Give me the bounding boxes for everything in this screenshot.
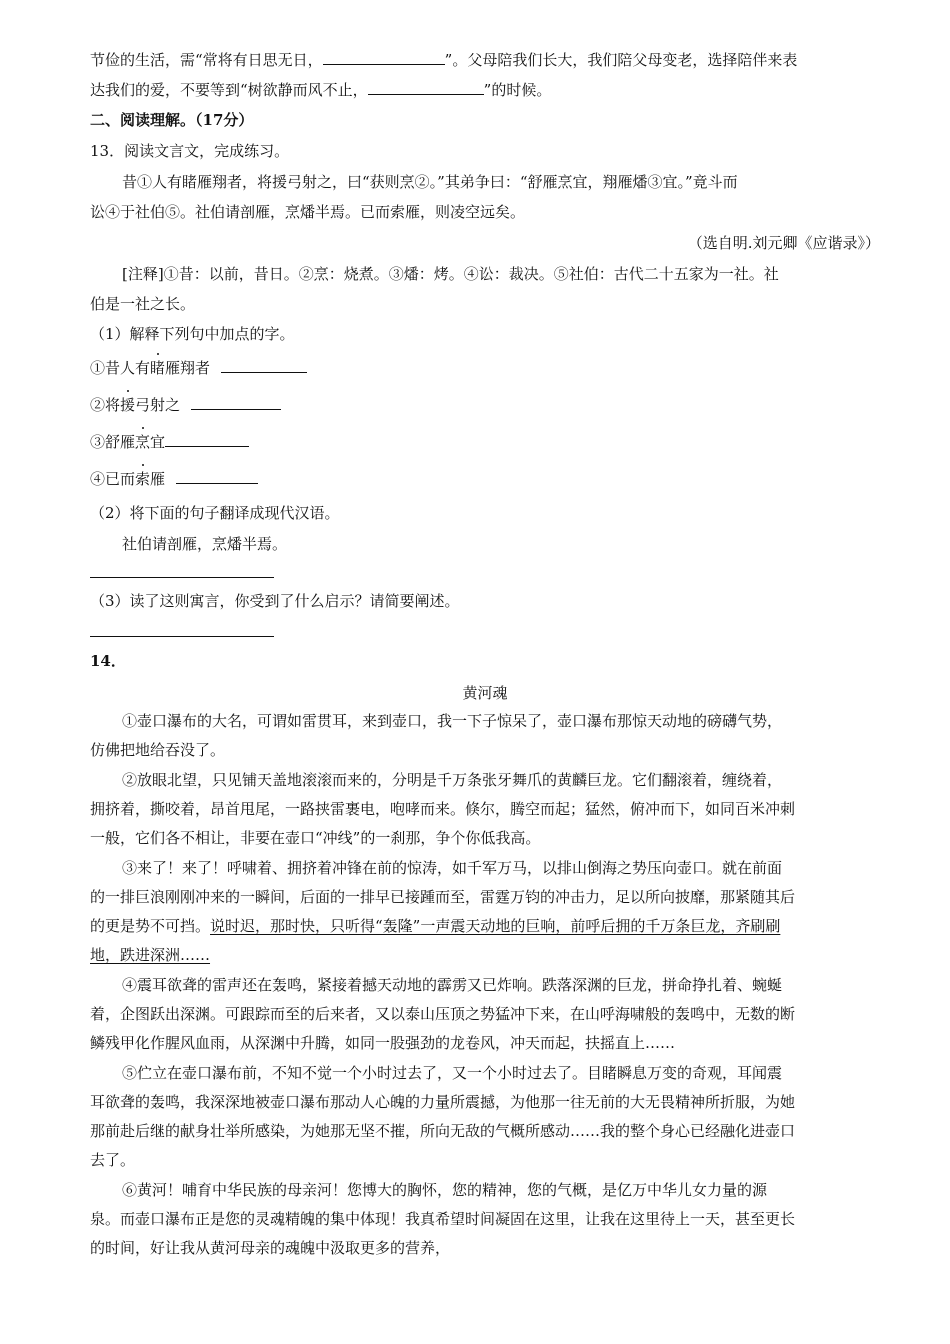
paragraph-line: 去了。: [90, 1151, 136, 1169]
vocab-item-1: [90, 358, 307, 378]
text: ②将: [90, 396, 121, 414]
paragraph-line: 泉。而壶口瀑布正是您的灵魂精魄的集中体现！我真希望时间凝固在这里，让我在这里待上一天，甚至更长: [90, 1210, 796, 1228]
vocab-item-2: [90, 395, 281, 415]
classical-passage-line: 昔①人有睹雁翔者，将援弓射之，曰“获则烹②。”其弟争曰：“舒雁烹宜，翔雁燔③宜。”竟斗而: [122, 173, 738, 191]
underlined-sentence: 地，跌进深洲……: [90, 946, 211, 964]
answer-blank[interactable]: [221, 358, 307, 373]
text: 宜: [150, 433, 166, 451]
text: ”。父母陪我们长大，我们陪父母变老，选择陪伴来表: [444, 51, 798, 69]
sub-question-3: （3）读了这则寓言，你受到了什么启示？请简要阐述。: [90, 592, 460, 610]
paragraph-line: ④震耳欲聋的雷声还在轰鸣，紧接着撼天动地的霹雳又已炸响。跌落深渊的巨龙，拼命挣扎着、蜿蜒: [122, 976, 783, 994]
text: ④已而: [90, 470, 136, 488]
paragraph-line: ②放眼北望，只见铺天盖地滚滚而来的，分明是千万条张牙舞爪的黄麟巨龙。它们翻滚着，缠绕着，: [122, 771, 783, 789]
translation-sentence: 社伯请剖雁，烹燔半焉。: [122, 535, 288, 553]
annotation-line: 伯是一社之长。: [90, 295, 196, 313]
text: ③舒雁: [90, 433, 136, 451]
text: 雁翔者: [165, 359, 211, 377]
paragraph-line: ③来了！来了！呼啸着、拥挤着冲锋在前的惊涛，如千军万马，以排山倒海之势压向壶口。就在前面: [122, 859, 783, 877]
text: 雁: [150, 470, 166, 488]
underlined-sentence: 说时迟，那时快，只听得“轰隆”一声震天动地的巨响，前呼后拥的千万条巨龙，齐刷刷: [210, 917, 781, 935]
paragraph-line: 的时间，好让我从黄河母亲的魂魄中汲取更多的营养，: [90, 1239, 451, 1257]
paragraph-line: ①壶口瀑布的大名，可谓如雷贯耳，来到壶口，我一下子惊呆了，壶口瀑布那惊天动地的磅礴气势，: [122, 712, 783, 730]
text: ”的时候。: [483, 81, 552, 99]
sub-question-2: （2）将下面的句子翻译成现代汉语。: [90, 504, 340, 522]
question-14-number: 14．: [90, 652, 126, 670]
passage-source: （选自明.刘元卿《应谐录》）: [687, 234, 880, 252]
answer-line[interactable]: [90, 577, 274, 578]
text: 弓射之: [135, 396, 181, 414]
answer-blank[interactable]: [165, 432, 249, 447]
paragraph-line: ⑤伫立在壶口瀑布前，不知不觉一个小时过去了，又一个小时过去了。目睹瞬息万变的奇观，耳闻震: [122, 1064, 783, 1082]
paragraph-line: 一般，它们各不相让，非要在壶口“冲线”的一刹那，争个你低我高。: [90, 829, 541, 847]
text: 的更是势不可挡。: [90, 917, 211, 935]
answer-blank[interactable]: [191, 395, 281, 410]
answer-blank[interactable]: [368, 80, 484, 95]
paragraph-line: 那前赴后继的献身壮举所感染，为她那无坚不摧，所向无敌的气概所感动……我的整个身心已经融化进壶口: [90, 1122, 796, 1140]
paragraph-line: 着，企图跃出深渊。可跟踪而至的后来者，又以泰山压顶之势猛冲下来，在山呼海啸般的轰鸣中，无数的断: [90, 1005, 796, 1023]
paragraph-line: 拥挤着，撕咬着，昂首甩尾，一路挟雷裹电，咆哮而来。倏尔，腾空而起；猛然，俯冲而下，如同百米冲刺: [90, 800, 796, 818]
dotted-character: 睹: [150, 359, 166, 377]
answer-blank[interactable]: [176, 469, 258, 484]
fill-in-line-1: [90, 50, 797, 70]
fill-in-line-2: [90, 80, 551, 100]
paragraph-line: 耳欲聋的轰鸣，我深深地被壶口瀑布那动人心魄的力量所震撼，为他那一往无前的大无畏精神所折服，为她: [90, 1093, 796, 1111]
paragraph-line: [90, 916, 780, 936]
paragraph-line: 鳞残甲化作腥风血雨，从深渊中升腾，如同一股强劲的龙卷风，冲天而起，扶摇直上……: [90, 1034, 676, 1052]
dotted-character: 烹: [135, 433, 151, 451]
question-13-heading: 13．阅读文言文，完成练习。: [90, 142, 290, 160]
classical-passage-line: 讼④于社伯⑤。社伯请剖雁，烹燔半焉。已而索雁，则凌空远矣。: [90, 203, 526, 221]
section-title: 二、阅读理解。（17分）: [90, 111, 254, 129]
paragraph-line: ⑥黄河！哺育中华民族的母亲河！您博大的胸怀，您的精神，您的气概，是亿万中华儿女力量的源: [122, 1181, 768, 1199]
sub-question-1: （1）解释下列句中加点的字。: [90, 325, 295, 343]
paragraph-line: 的一排巨浪刚刚冲来的一瞬间，后面的一排早已接踵而至，雷霆万钧的冲击力，足以所向披靡，那紧随其后: [90, 888, 796, 906]
answer-blank[interactable]: [323, 50, 445, 65]
annotation-line: [注释]①昔：以前，昔日。②烹：烧煮。③燔：烤。④讼：裁决。⑤社伯：古代二十五家为一社。社: [122, 265, 779, 283]
vocab-item-3: [90, 432, 249, 452]
text: ①昔人有: [90, 359, 151, 377]
text: 节俭的生活，需“常将有日思无日，: [90, 51, 323, 69]
paragraph-line: 仿佛把地给吞没了。: [90, 741, 226, 759]
text: 达我们的爱，不要等到“树欲静而风不止，: [90, 81, 368, 99]
dotted-character: 索: [135, 470, 151, 488]
vocab-item-4: [90, 469, 258, 489]
answer-line[interactable]: [90, 636, 274, 637]
article-title: 黄河魂: [462, 684, 508, 702]
dotted-character: 援: [120, 396, 136, 414]
